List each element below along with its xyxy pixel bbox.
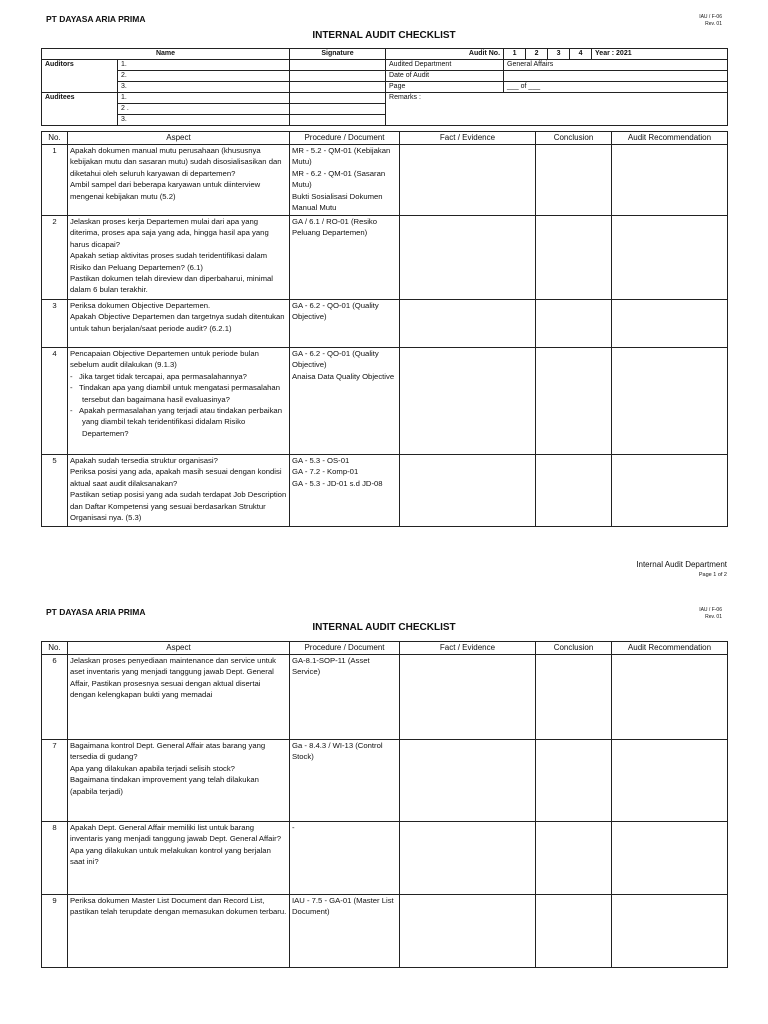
- row-number: 8: [42, 822, 68, 895]
- row-number: 4: [42, 348, 68, 455]
- table-row: [42, 348, 728, 455]
- bullet-text: Jika target tidak tercapai, apa permasalahannya?: [78, 371, 247, 381]
- form-code: IAU / F-06: [699, 14, 722, 20]
- audit-year: Year : 2021: [592, 49, 728, 60]
- procedure-text: GA - 5.3 - OS-01: [292, 456, 350, 465]
- aspect-text: Ambil sampel dari beberapa karyawan untuk diinterview mengenai kebijakan mutu (5.2): [70, 180, 261, 201]
- audit-header-table: [41, 48, 728, 126]
- aspect-text: Periksa posisi yang ada, apakah masih sesuai dengan kondisi aktual saat audit dilaksanakan?: [70, 467, 282, 488]
- aspect-cell: [68, 145, 290, 216]
- aspect-text: Periksa dokumen Master List Document dan Record List, pastikan telah terupdate dengan memasukan dokumen terbaru.: [70, 896, 287, 917]
- table-row: [42, 145, 728, 216]
- procedure-text: MR - 5.2 - QM-01 (Kebijakan Mutu): [292, 146, 391, 167]
- aspect-cell: [68, 655, 290, 740]
- procedure-cell: [290, 655, 400, 740]
- aspect-text: Apakah setiap aktivitas proses sudah teridentifikasi dalam Risiko dan Peluang Departemen? (6.1): [70, 251, 267, 272]
- company-name: PT DAYASA ARIA PRIMA: [46, 14, 146, 24]
- aspect-text: Pastikan setiap posisi yang ada sudah terdapat Job Description dan Daftar Kompetensi yang sesuai berdasarkan Struktur Organisasi nya. (5.3): [70, 490, 287, 523]
- procedure-cell: [290, 216, 400, 300]
- table-row: [42, 216, 728, 300]
- audited-dept-value[interactable]: General Affairs: [504, 60, 728, 71]
- procedure-text: Anaisa Data Quality Objective: [292, 371, 395, 381]
- recommendation-input[interactable]: [612, 216, 728, 300]
- conclusion-input[interactable]: [536, 348, 612, 455]
- aspect-text: Jelaskan proses kerja Departemen mulai dari apa yang diterima, proses apa saja yang ada, hingga hasil apa yang harus dicapai?: [70, 217, 269, 249]
- revision: Rev. 01: [705, 21, 722, 27]
- recommendation-input[interactable]: [612, 655, 728, 740]
- auditees-label: Auditees: [42, 93, 118, 126]
- fact-evidence-input[interactable]: [400, 145, 536, 216]
- auditee-2-name[interactable]: 2 .: [118, 104, 290, 115]
- auditee-2-signature[interactable]: [290, 104, 386, 115]
- col-no: No.: [42, 132, 68, 145]
- col-procedure: Procedure / Document: [290, 642, 400, 655]
- revision: Rev. 01: [705, 614, 722, 620]
- aspect-cell: [68, 348, 290, 455]
- aspect-text: Periksa dokumen Objective Departemen.: [70, 301, 211, 310]
- conclusion-input[interactable]: [536, 455, 612, 527]
- col-recommendation: Audit Recommendation: [612, 132, 728, 145]
- procedure-cell: [290, 822, 400, 895]
- col-procedure: Procedure / Document: [290, 132, 400, 145]
- aspect-text: Bagaimana tindakan improvement yang telah dilakukan (apabila terjadi): [70, 775, 259, 796]
- aspect-cell: [68, 300, 290, 348]
- conclusion-input[interactable]: [536, 300, 612, 348]
- conclusion-input[interactable]: [536, 145, 612, 216]
- recommendation-input[interactable]: [612, 895, 728, 968]
- auditor-2-signature[interactable]: [290, 71, 386, 82]
- row-number: 1: [42, 145, 68, 216]
- aspect-text: Apa yang dilakukan untuk melakukan kontrol yang berjalan saat ini?: [70, 845, 271, 867]
- table-row: [42, 655, 728, 740]
- aspect-text: Bagaimana kontrol Dept. General Affair atas barang yang tersedia di gudang?: [70, 741, 266, 762]
- recommendation-input[interactable]: [612, 348, 728, 455]
- remarks-field[interactable]: Remarks :: [386, 93, 728, 126]
- recommendation-input[interactable]: [612, 145, 728, 216]
- row-number: 9: [42, 895, 68, 968]
- bullet-text: Apakah permasalahan yang terjadi atau tindakan perbaikan yang diambil tekah teridentifikasi didalam Risiko Departemen?: [78, 406, 282, 438]
- signature-header: Signature: [290, 49, 386, 60]
- audit-no-1[interactable]: 1: [504, 49, 526, 60]
- name-header: Name: [42, 49, 290, 60]
- recommendation-input[interactable]: [612, 822, 728, 895]
- aspect-cell: [68, 895, 290, 968]
- page-title: INTERNAL AUDIT CHECKLIST: [312, 30, 456, 41]
- recommendation-input[interactable]: [612, 455, 728, 527]
- col-conclusion: Conclusion: [536, 132, 612, 145]
- auditee-3-name[interactable]: 3.: [118, 115, 290, 126]
- table-row: [42, 300, 728, 348]
- document-code: [699, 14, 722, 28]
- aspect-text: Apakah sudah tersedia struktur organisasi?: [70, 456, 218, 465]
- table-row: [42, 822, 728, 895]
- aspect-bullet: - Tindakan apa yang diambil untuk mengatasi permasalahan tersebut dan bagaimana hasil evaluasinya?: [70, 383, 280, 404]
- col-no: No.: [42, 642, 68, 655]
- col-recommendation: Audit Recommendation: [612, 642, 728, 655]
- auditee-3-signature[interactable]: [290, 115, 386, 126]
- aspect-text: Apa yang dilakukan apabila terjadi selisih stock?: [70, 763, 235, 773]
- aspect-bullet: - Jika target tidak tercapai, apa permasalahannya?: [70, 371, 247, 381]
- procedure-text: MR - 6.2 - QM-01 (Sasaran Mutu): [292, 168, 386, 190]
- row-number: 2: [42, 216, 68, 300]
- auditor-1-name[interactable]: 1.: [118, 60, 290, 71]
- procedure-cell: [290, 455, 400, 527]
- row-number: 5: [42, 455, 68, 527]
- bullet-text: Tindakan apa yang diambil untuk mengatasi permasalahan tersebut dan bagaimana hasil evaluasinya?: [78, 383, 280, 404]
- procedure-cell: [290, 740, 400, 822]
- auditors-label: Auditors: [42, 60, 118, 93]
- document-code: [699, 607, 722, 621]
- auditor-2-name[interactable]: 2.: [118, 71, 290, 82]
- aspect-text: Apakah Dept. General Affair memiliki list untuk barang inventaris yang menjadi tanggung jawab Dept. General Affair?: [70, 823, 281, 844]
- fact-evidence-input[interactable]: [400, 740, 536, 822]
- fact-evidence-input[interactable]: [400, 895, 536, 968]
- row-number: 7: [42, 740, 68, 822]
- row-number: 3: [42, 300, 68, 348]
- conclusion-input[interactable]: [536, 655, 612, 740]
- audited-dept-label: Audited Department: [386, 60, 504, 71]
- aspect-text: Jelaskan proses penyediaan maintenance dan service untuk aset inventaris yang menjadi tanggung jawab Dept. General Affair, Pastikan prosesnya sesuai dengan aktual disertai dengan kelengkapan bukti yang memadai: [70, 656, 276, 700]
- form-code: IAU / F-06: [699, 607, 722, 613]
- auditee-1-name[interactable]: 1.: [118, 93, 290, 104]
- procedure-text: IAU - 7.5 - GA-01 (Master List Document): [292, 896, 394, 917]
- footer-department: Internal Audit Department: [636, 560, 727, 569]
- date-of-audit-label: Date of Audit: [386, 71, 504, 82]
- procedure-text: GA - 7.2 - Komp-01: [292, 467, 359, 477]
- table-row: [42, 895, 728, 968]
- recommendation-input[interactable]: [612, 740, 728, 822]
- procedure-text: Ga - 8.4.3 / WI-13 (Control Stock): [292, 741, 383, 762]
- table-row: [42, 740, 728, 822]
- aspect-cell: [68, 455, 290, 527]
- procedure-text: GA / 6.1 / RO-01 (Resiko Peluang Departemen): [292, 217, 378, 238]
- page-value[interactable]: ___ of ___: [504, 82, 728, 93]
- auditor-3-name[interactable]: 3.: [118, 82, 290, 93]
- auditor-3-signature[interactable]: [290, 82, 386, 93]
- page-title: INTERNAL AUDIT CHECKLIST: [312, 622, 456, 633]
- page-label: Page: [386, 82, 504, 93]
- col-fact: Fact / Evidence: [400, 642, 536, 655]
- procedure-text: GA - 6.2 - QO-01 (Quality Objective): [292, 349, 379, 370]
- fact-evidence-input[interactable]: [400, 455, 536, 527]
- fact-evidence-input[interactable]: [400, 348, 536, 455]
- auditor-1-signature[interactable]: [290, 60, 386, 71]
- checklist-table-page2: [41, 641, 728, 968]
- procedure-text: Bukti Sosialisasi Dokumen Manual Mutu: [292, 191, 383, 213]
- audit-no-4[interactable]: 4: [570, 49, 592, 60]
- conclusion-input[interactable]: [536, 216, 612, 300]
- company-name: PT DAYASA ARIA PRIMA: [46, 607, 146, 617]
- procedure-text: GA - 5.3 - JD-01 s.d JD-08: [292, 478, 383, 488]
- col-aspect: Aspect: [68, 132, 290, 145]
- fact-evidence-input[interactable]: [400, 216, 536, 300]
- conclusion-input[interactable]: [536, 822, 612, 895]
- procedure-cell: [290, 895, 400, 968]
- fact-evidence-input[interactable]: [400, 300, 536, 348]
- aspect-text: Pastikan dokumen telah direview dan diperbaharui, minimal dalam 6 bulan terakhir.: [70, 274, 273, 295]
- date-of-audit-value[interactable]: [504, 71, 728, 82]
- procedure-cell: [290, 300, 400, 348]
- aspect-cell: [68, 822, 290, 895]
- col-fact: Fact / Evidence: [400, 132, 536, 145]
- col-aspect: Aspect: [68, 642, 290, 655]
- audit-no-label: Audit No.: [386, 49, 504, 60]
- conclusion-input[interactable]: [536, 895, 612, 968]
- aspect-bullet: - Apakah permasalahan yang terjadi atau tindakan perbaikan yang diambil tekah teridentifikasi didalam Risiko Departemen?: [70, 406, 282, 438]
- recommendation-input[interactable]: [612, 300, 728, 348]
- auditee-1-signature[interactable]: [290, 93, 386, 104]
- procedure-text: GA - 6.2 - QO-01 (Quality Objective): [292, 301, 379, 322]
- aspect-cell: [68, 216, 290, 300]
- fact-evidence-input[interactable]: [400, 822, 536, 895]
- table-row: [42, 455, 728, 527]
- conclusion-input[interactable]: [536, 740, 612, 822]
- procedure-text: -: [292, 823, 295, 832]
- audit-no-3[interactable]: 3: [548, 49, 570, 60]
- checklist-table-page1: [41, 131, 728, 527]
- row-number: 6: [42, 655, 68, 740]
- aspect-text: Apakah dokumen manual mutu perusahaan (khususnya kebijakan mutu dan sasaran mutu) sudah disosialisasikan dan diketahui oleh seluruh karyawan di departemen?: [70, 146, 282, 178]
- aspect-cell: [68, 740, 290, 822]
- audit-no-2[interactable]: 2: [526, 49, 548, 60]
- aspect-text: Pencapaian Objective Departemen untuk periode bulan sebelum audit dilakukan (9.1.3): [70, 349, 259, 370]
- procedure-text: GA-8.1-SOP-11 (Asset Service): [292, 656, 370, 677]
- procedure-cell: [290, 145, 400, 216]
- aspect-text: Apakah Objective Departemen dan targetnya sudah ditentukan untuk tahun berjalan/saat periode audit? (6.2.1): [70, 312, 285, 333]
- col-conclusion: Conclusion: [536, 642, 612, 655]
- fact-evidence-input[interactable]: [400, 655, 536, 740]
- procedure-cell: [290, 348, 400, 455]
- footer-page-number: Page 1 of 2: [698, 572, 727, 578]
